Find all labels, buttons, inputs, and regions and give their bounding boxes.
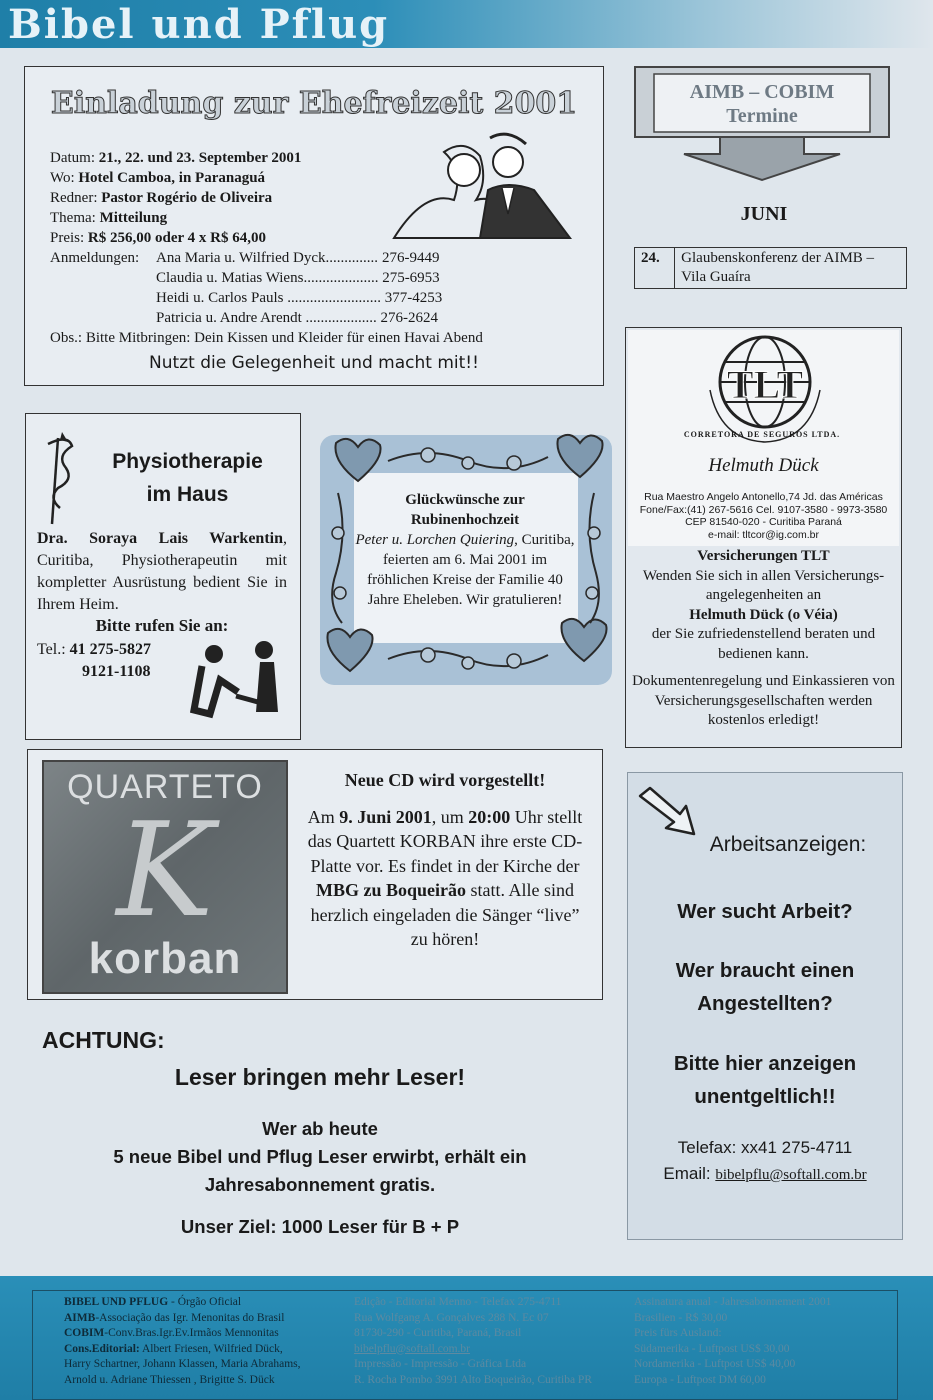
telefax: Telefax: xx41 275-4711 <box>677 1138 853 1157</box>
physio-phone: Tel.: 41 275-5827 9121-1108 <box>37 641 151 680</box>
physio-description: Dra. Soraya Lais Warkentin, Curitiba, Physiotherapeutin mit kompletter Ausrüstung bedient Sie in Ihrem Heim. <box>37 530 287 613</box>
ehefreizeit-footer: Nutzt die Gelegenheit und macht mit!! <box>149 353 479 373</box>
event-day: 24. <box>635 248 675 288</box>
footer-subscription: Assinatura anual - Jahresabonnement 2001 Brasilien - R$ 30,00 Preis fürs Ausland: Südamerika - Luftpost US$ 30,00 Nordamerika - Luftpost US$ 40,00 Europa - Luftpost DM 60,00 <box>634 1296 832 1386</box>
tlt-logo-text: TLT <box>726 362 804 407</box>
korban-logo-letter: K <box>116 794 214 946</box>
arbeit-title: Arbeitsanzeigen: <box>709 833 867 856</box>
tlt-description: Versicherungen TLT Wenden Sie sich in allen Versicherungs-angelegenheiten an Helmuth Dück (o Véia) der Sie zufriedenstellend beraten und bedienen kann. Dokumentenregelung und Einkassieren von Versicherungsgesellschaften werden kostenlos erledigt! <box>632 548 895 728</box>
arrow-icon <box>636 786 698 838</box>
achtung-text: Wer ab heute 5 neue Bibel und Pflug Leser erwirbt, erhält ein Jahresabonnement gratis. <box>113 1118 527 1195</box>
email-link[interactable]: bibelpflu@softall.com.br <box>715 1167 867 1183</box>
arbeit-contact: Telefax: xx41 275-4711 Email: bibelpflu@softall.com.br <box>627 1135 903 1188</box>
event-text: Glaubenskonferenz der AIMB – Vila Guaíra <box>681 250 875 285</box>
couple-illustration <box>384 130 576 242</box>
korban-logo-top: QUARTETO <box>67 768 263 806</box>
aimb-heading: AIMB – COBIM Termine <box>689 81 835 127</box>
tlt-signature: Helmuth Dück <box>708 455 819 476</box>
detail-line: Preis: R$ 256,00 oder 4 x R$ 64,00 <box>50 230 266 246</box>
physio-title: Physiotherapie im Haus <box>112 450 263 506</box>
caduceus-icon <box>38 428 82 526</box>
arbeit-question-2: Wer braucht einen Angestellten? <box>675 959 855 1015</box>
achtung-headline: Leser bringen mehr Leser! <box>174 1064 466 1090</box>
detail-line: Thema: Mitteilung <box>50 210 168 226</box>
arbeit-call-to-action: Bitte hier anzeigen unentgeltlich!! <box>673 1052 857 1108</box>
anmeldung-row: Anmeldungen: Ana Maria u. Wilfried Dyck .............. 276-9449 <box>50 250 440 266</box>
ehefreizeit-title: Einladung zur Ehefreizeit 2001 <box>50 86 578 121</box>
event-row <box>634 247 907 289</box>
tlt-ring-text: CORRETORA DE SEGUROS LTDA. <box>683 430 841 439</box>
footer-imprint: BIBEL UND PFLUG - Órgão Oficial AIMB-Associação das Igr. Menonitas do Brasil COBIM-Conv.Bras.Igr.Ev.Irmãos Mennonitas Cons.Editorial: Albert Friesen, Wilfried Dück, Harry Schartner, Johann Klassen, Maria Abrahams, Arnold u. Adriane Thiessen , Brigitte S. Dück <box>64 1296 301 1386</box>
physio-call: Bitte rufen Sie an: <box>95 616 229 635</box>
anmeldung-row: Claudia u. Matias Wiens.................... 275-6953 <box>156 270 440 286</box>
detail-line: Redner: Pastor Rogério de Oliveira <box>50 190 273 206</box>
detail-line: Datum: 21., 22. und 23. September 2001 <box>50 150 302 166</box>
arbeit-question-1: Wer sucht Arbeit? <box>677 900 853 923</box>
anmeldung-row: Patricia u. Andre Arendt ................... 276-2624 <box>156 310 439 326</box>
anmeldung-row: Heidi u. Carlos Pauls ......................... 377-4253 <box>156 290 443 306</box>
tlt-address: Rua Maestro Angelo Antonello,74 Jd. das Américas Fone/Fax:(41) 267-5616 Cel. 9107-3580 - 9973-3580 CEP 81540-020 - Curitiba Paraná e-mail: tltcor@ig.com.br <box>639 491 888 541</box>
cd-announcement: Neue CD wird vorgestellt! Am 9. Juni 2001, um 20:00 Uhr stellt das Quartett KORBAN ihre erste CD-Platte vor. Es findet in der Kirche der MBG zu Boqueirão statt. Alle sind herzlich eingeladen die Sänger “live” zu hören! <box>307 770 583 949</box>
month-label: JUNI <box>740 203 788 225</box>
achtung-goal: Unser Ziel: 1000 Leser für B + P <box>180 1216 460 1237</box>
achtung-label: ACHTUNG: <box>42 1027 165 1053</box>
detail-line: Wo: Hotel Camboa, in Paranaguá <box>50 170 266 186</box>
glueckwunsch-text: Glückwünsche zur Rubinenhochzeit Peter u. Lorchen Quiering, Curitiba, feierten am 6. Mai 2001 im fröhlichen Kreise der Familie 40 Jahre Eheleben. Wir gratulieren! <box>355 492 575 608</box>
korban-logo-bottom: korban <box>88 934 242 983</box>
footer-edition: Edição - Editorial Menno - Telefax 275-4711 Rua Wolfgang A. Gonçalves 288 N. Ec 07 81730-290 - Curitiba, Paraná, Brasil bibelpflu@softall.com.br Impressão - Impressão - Gráfica Ltda R. Rocha Pombo 3991 Alto Boqueirão, Curitiba PR <box>354 1296 592 1386</box>
masthead-title: Bibel und Pflug <box>8 1 390 48</box>
obs-line: Obs.: Bitte Mitbringen: Dein Kissen und Kleider für einen Havai Abend <box>50 330 483 346</box>
therapist-illustration <box>180 640 290 720</box>
